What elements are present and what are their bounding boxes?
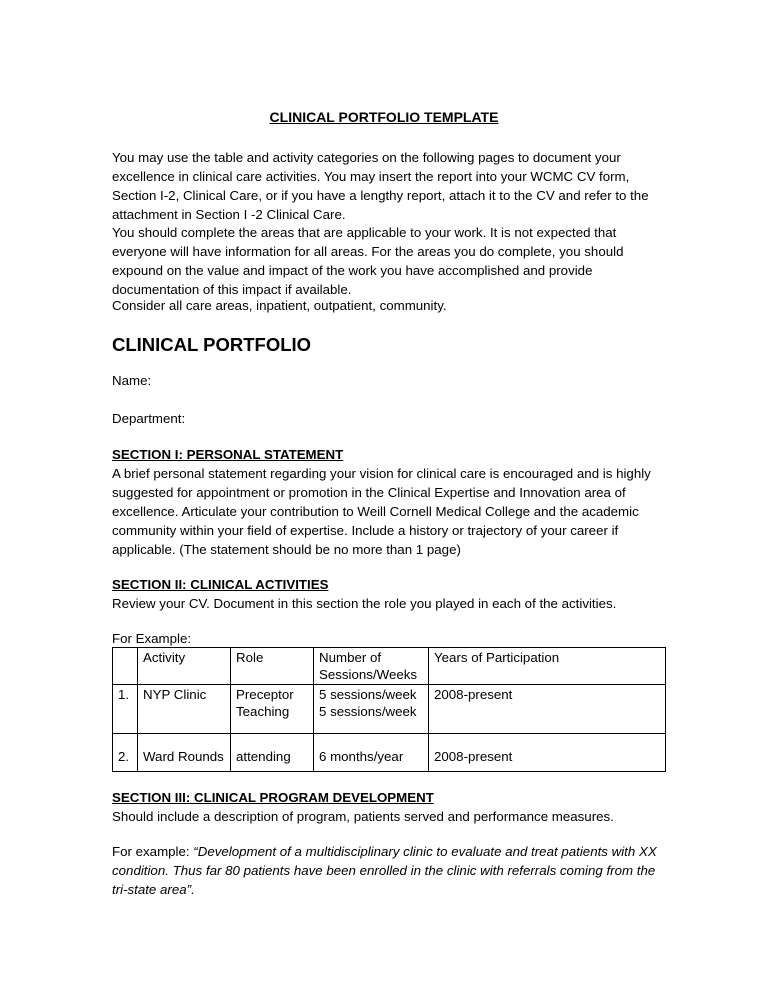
table-cell: attending [231, 734, 314, 772]
table-cell: 2008-present [429, 734, 666, 772]
table-cell: 2. [113, 734, 138, 772]
section-2-body: Review your CV. Document in this section the role you played in each of the activities. [112, 596, 617, 611]
table-cell: 2008-present [429, 685, 666, 734]
table-cell: Ward Rounds [138, 734, 231, 772]
table-header-cell: Years of Participation [429, 648, 666, 685]
intro-paragraph-3: Consider all care areas, inpatient, outpatient, community. [112, 298, 447, 313]
intro-paragraph-1: You may use the table and activity categories on the following pages to document your excellence in clinical care activities. You may insert the report into your WCMC CV form, Section I-2, Clinical Care, or if you have a lengthy report, attach it to the CV and refer to the attachment in Section I -2 Clinical Care. [112, 150, 649, 222]
table-cell: 6 months/year [314, 734, 429, 772]
table-cell: NYP Clinic [138, 685, 231, 734]
section-3-body: Should include a description of program, patients served and performance measures. [112, 809, 614, 824]
section-2 [112, 575, 672, 613]
table-header-cell: Activity [138, 648, 231, 685]
table-row [113, 685, 666, 734]
table-cell: Preceptor Teaching [231, 685, 314, 734]
table-cell: 5 sessions/week 5 sessions/week [314, 685, 429, 734]
table-cell: 1. [113, 685, 138, 734]
section-3-heading: SECTION III: CLINICAL PROGRAM DEVELOPMENT [112, 790, 434, 805]
clinical-activities-table [112, 647, 666, 772]
section-3-example [112, 842, 672, 899]
table-header-row [113, 648, 666, 685]
department-label: Department: [112, 411, 186, 426]
section-2-heading: SECTION II: CLINICAL ACTIVITIES [112, 577, 329, 592]
example-quote: “Development of a multidisciplinary clinic to evaluate and treat patients with XX condition. Thus far 80 patients have been enrolled in the clinic with referrals coming from the tri-state area”. [112, 844, 657, 897]
section-1-heading: SECTION I: PERSONAL STATEMENT [112, 447, 344, 462]
intro-paragraph-2: You should complete the areas that are applicable to your work. It is not expected that everyone will have information for all areas. For the areas you do complete, you should expound on the value and impact of the work you have accomplished and provide documentation of this impact if available. [112, 225, 624, 297]
section-1-body: A brief personal statement regarding your vision for clinical care is encouraged and is highly suggested for appointment or promotion in the Clinical Expertise and Innovation area of excellence. Articulate your contribution to Weill Cornell Medical College and the academic community within your field of expertise. Include a history or trajectory of your career if applicable. (The statement should be no more than 1 page) [112, 466, 651, 557]
portfolio-heading: CLINICAL PORTFOLIO [112, 334, 312, 355]
example-label: For Example: [112, 631, 192, 646]
name-label: Name: [112, 373, 152, 388]
table-header-cell: Number of Sessions/Weeks [314, 648, 429, 685]
section-1 [112, 445, 672, 559]
table-row [113, 734, 666, 772]
document-title: CLINICAL PORTFOLIO TEMPLATE [269, 109, 499, 125]
table-header-cell: Role [231, 648, 314, 685]
section-3 [112, 788, 672, 826]
example-prefix: For example: [112, 844, 194, 859]
table-header-cell [113, 648, 138, 685]
